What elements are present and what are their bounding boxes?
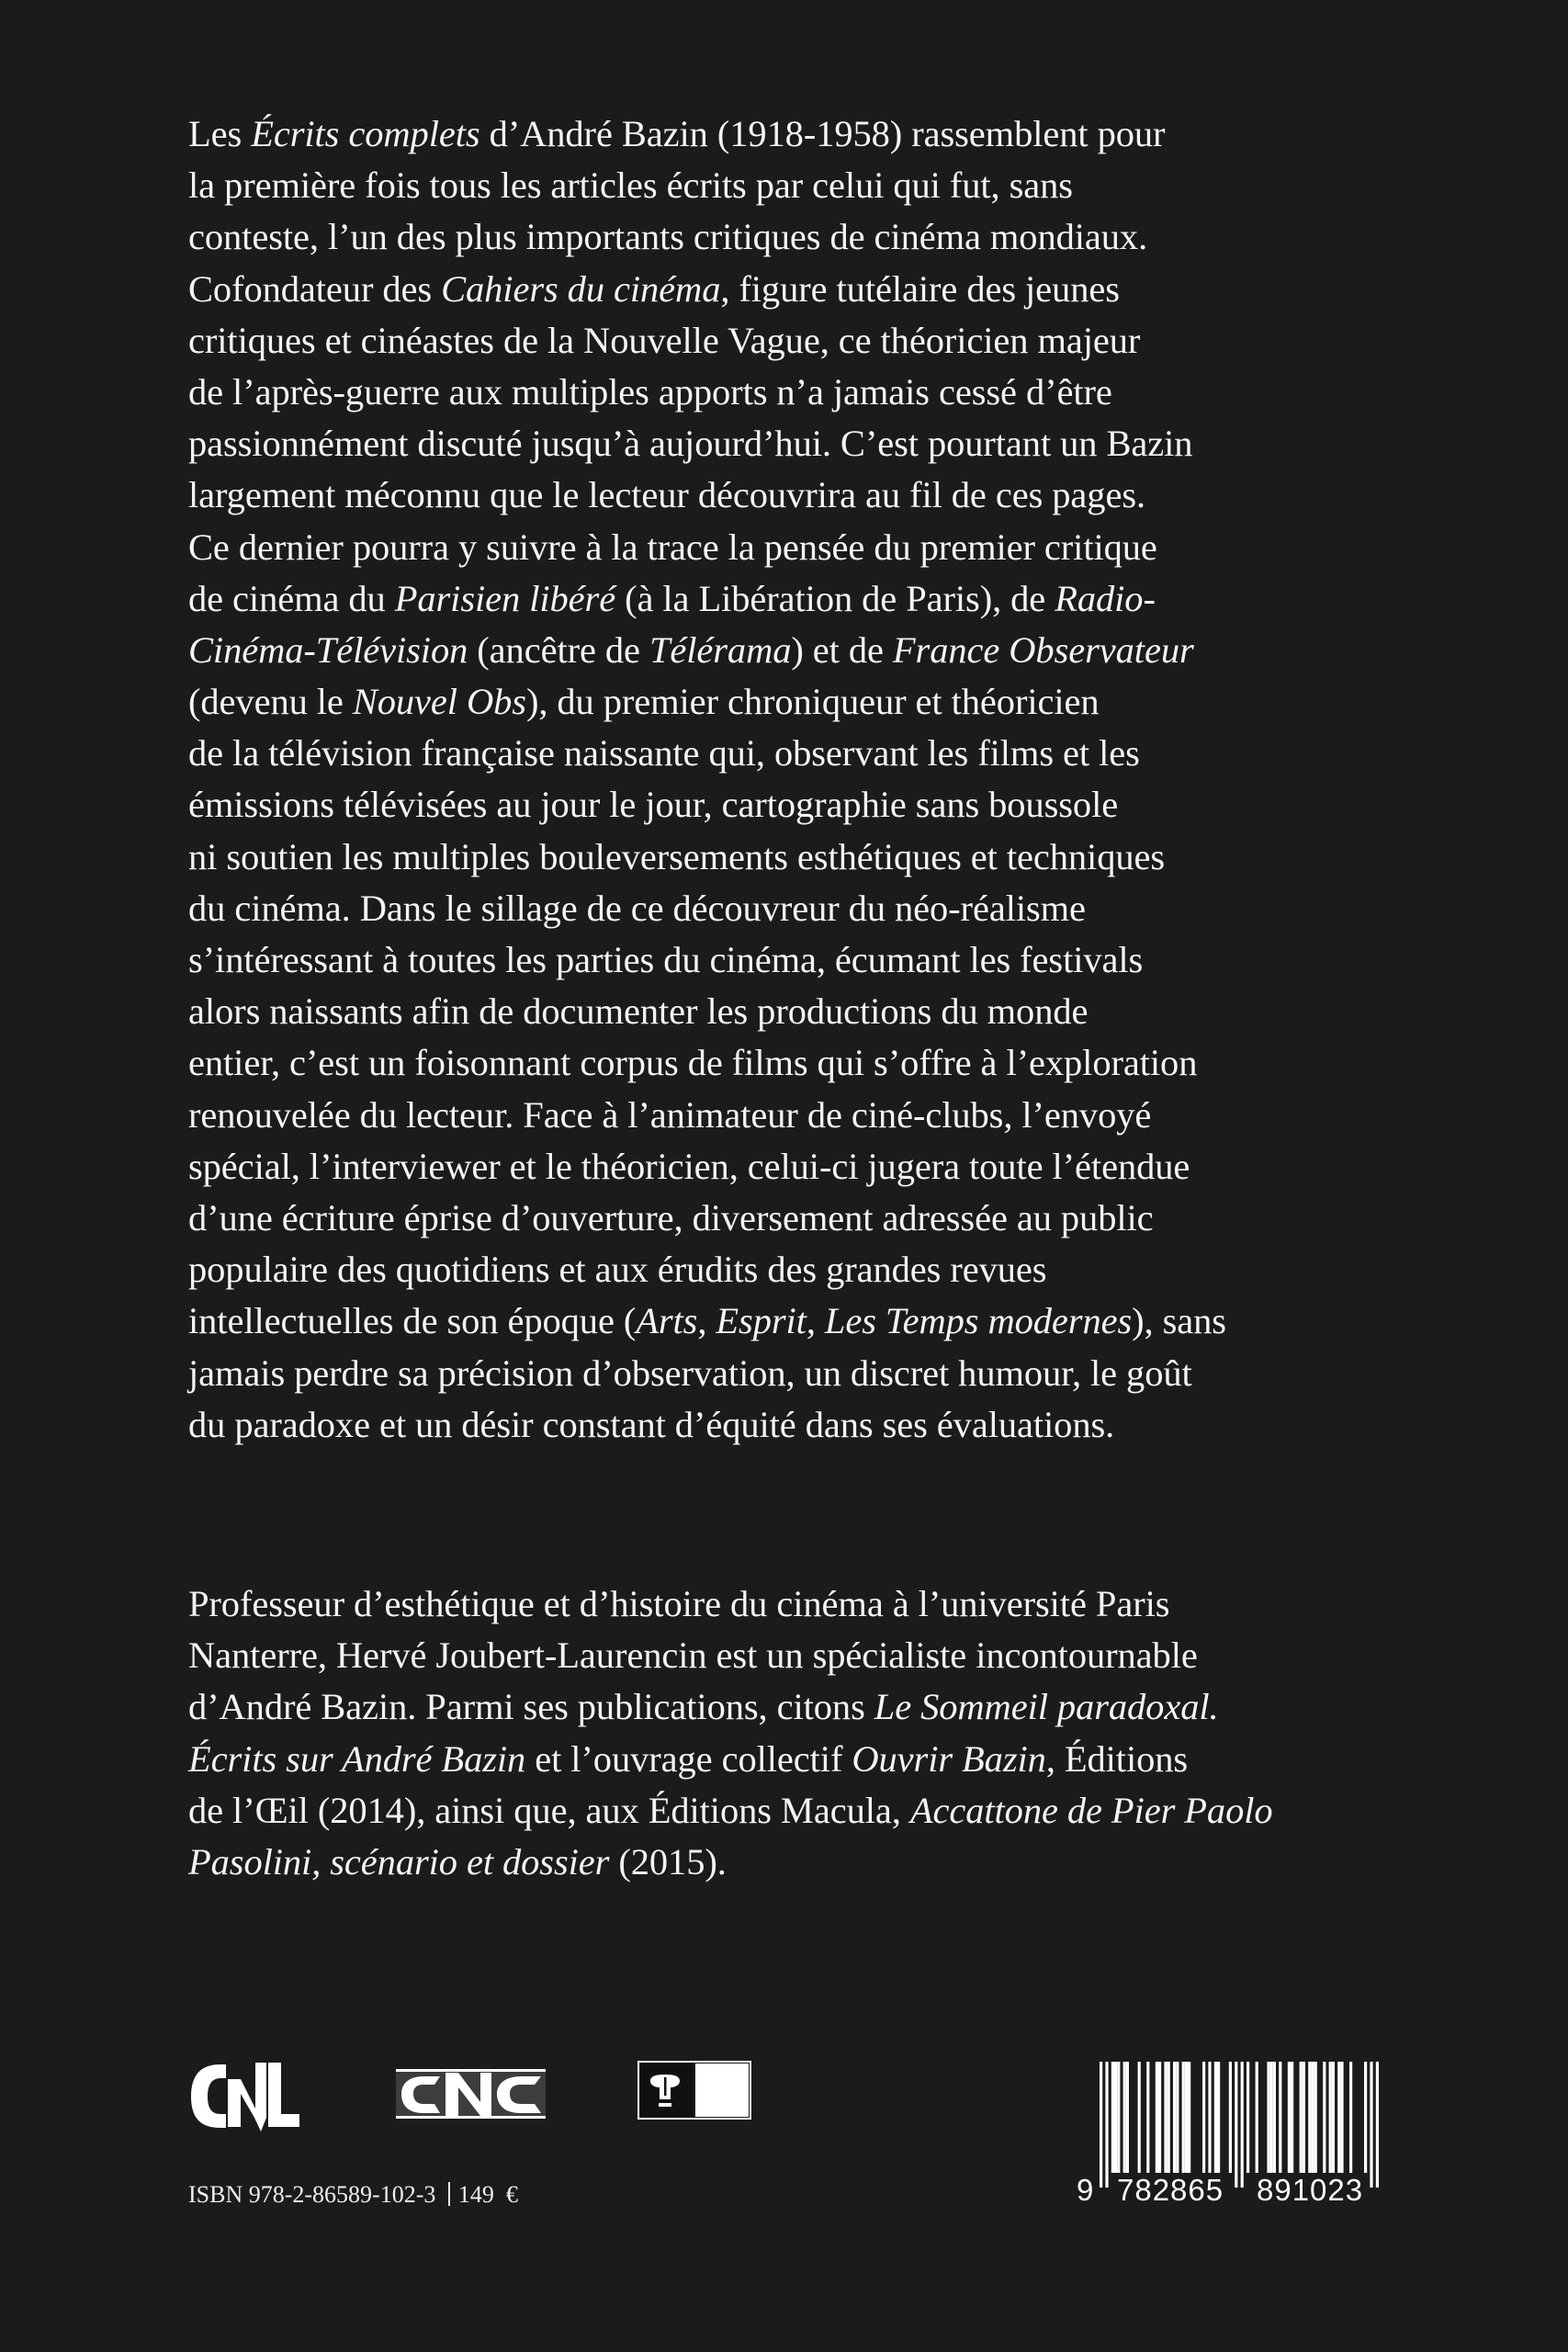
text-segment: ,: [697, 1300, 716, 1342]
text-segment: critiques et cinéastes de la Nouvelle Vague, ce théoricien majeur: [188, 319, 1141, 361]
text-line: [188, 986, 1382, 1037]
text-segment: (ancêtre de: [468, 628, 649, 671]
text-line: [188, 522, 1382, 573]
text-segment: conteste, l’un des plus importants critiques de cinéma mondiaux.: [188, 216, 1148, 258]
text-line: [188, 728, 1382, 779]
text-segment: populaire des quotidiens et aux érudits des grandes revues: [188, 1249, 1047, 1291]
text-segment: ), sans: [1132, 1300, 1226, 1342]
text-line: [188, 676, 1382, 728]
barcode-right-group: 891023: [1257, 2173, 1364, 2207]
text-segment: intellectuelles de son époque (: [188, 1300, 637, 1342]
text-segment: d’André Bazin. Parmi ses publications, citons: [188, 1686, 874, 1728]
text-line: [188, 1295, 1382, 1347]
cnc-logo: [396, 2069, 546, 2120]
italic-title: Le Sommeil paradoxal.: [874, 1686, 1219, 1728]
text-segment: ni soutien les multiples bouleversements esthétiques et techniques: [188, 835, 1166, 877]
separator: [448, 2182, 450, 2206]
text-line: [188, 1630, 1382, 1681]
author-bio-paragraph: [188, 1578, 1382, 1888]
price: 149 €: [457, 2181, 518, 2208]
text-line: [188, 1141, 1382, 1193]
text-line: [188, 1785, 1382, 1837]
text-line: [188, 883, 1382, 934]
text-line: [188, 160, 1382, 211]
text-line: [188, 779, 1382, 831]
italic-title: Accattone de Pier Paolo: [909, 1789, 1273, 1831]
text-segment: renouvelée du lecteur. Face à l’animateur de ciné-clubs, l’envoyé: [188, 1093, 1152, 1136]
isbn-number: ISBN 978-2-86589-102-3: [188, 2181, 436, 2208]
text-segment: alors naissants afin de documenter les productions du monde: [188, 990, 1089, 1033]
publisher-logo: [637, 2061, 751, 2120]
text-segment: d’une écriture éprise d’ouverture, diversement adressée au public: [188, 1196, 1154, 1238]
text-segment: de l’Œil (2014), ainsi que, aux Éditions Macula,: [188, 1789, 910, 1831]
text-line: [188, 1037, 1382, 1089]
text-line: [188, 625, 1382, 676]
text-line: [188, 315, 1382, 367]
text-segment: entier, c’est un foisonnant corpus de films qui s’offre à l’exploration: [188, 1042, 1198, 1084]
isbn-price-line: [188, 2179, 518, 2211]
text-line: [188, 1348, 1382, 1399]
text-line: [188, 573, 1382, 625]
text-segment: s’intéressant à toutes les parties du cinéma, écumant les festivals: [188, 939, 1144, 980]
text-line: [188, 1193, 1382, 1244]
blurb-paragraph: [188, 108, 1382, 1451]
text-segment: Ce dernier pourra y suivre à la trace la pensée du premier critique: [188, 526, 1157, 568]
italic-title: Écrits sur André Bazin: [188, 1737, 526, 1780]
text-segment: largement méconnu que le lecteur découvrira au fil de ces pages.: [188, 474, 1146, 516]
text-line: [188, 1399, 1382, 1451]
barcode-first-digit: 9: [1077, 2173, 1094, 2207]
text-segment: d’André Bazin (1918-1958) rassemblent pour: [479, 113, 1166, 154]
italic-title: Écrits complets: [251, 113, 480, 154]
text-line: [188, 1578, 1382, 1630]
text-segment: Cofondateur des: [188, 267, 442, 310]
text-line: [188, 1681, 1382, 1733]
text-line: [188, 934, 1382, 986]
italic-title: Parisien libéré: [394, 577, 616, 619]
cnl-logo: [187, 2061, 301, 2134]
italic-title: Ouvrir Bazin: [852, 1737, 1046, 1780]
text-line: [188, 367, 1382, 418]
text-line: [188, 469, 1382, 521]
text-segment: spécial, l’interviewer et le théoricien, celui-ci jugera toute l’étendue: [188, 1145, 1190, 1187]
text-segment: Les: [188, 113, 252, 154]
barcode-left-group: 782865: [1117, 2173, 1224, 2207]
italic-title: Nouvel Obs: [352, 681, 526, 723]
italic-title: France Observateur: [892, 628, 1194, 671]
text-line: [188, 264, 1382, 315]
text-line: [188, 1837, 1382, 1888]
text-line: [188, 1090, 1382, 1141]
text-segment: ,: [806, 1300, 825, 1342]
text-segment: de cinéma du: [188, 577, 395, 619]
text-segment: la première fois tous les articles écrits par celui qui fut, sans: [188, 164, 1073, 207]
text-segment: ), du premier chroniqueur et théoricien: [525, 681, 1100, 723]
text-segment: de l’après-guerre aux multiples apports n’a jamais cessé d’être: [188, 370, 1112, 413]
text-segment: du cinéma. Dans le sillage de ce découvreur du néo-réalisme: [188, 887, 1086, 929]
text-line: [188, 1734, 1382, 1785]
italic-title: Pasolini, scénario et dossier: [188, 1840, 610, 1883]
italic-title: Cahiers du cinéma: [441, 267, 721, 310]
text-segment: Nanterre, Hervé Joubert-Laurencin est un spécialiste incontournable: [188, 1634, 1198, 1677]
text-segment: émissions télévisées au jour le jour, cartographie sans boussole: [188, 784, 1119, 826]
text-segment: (à la Libération de Paris), de: [615, 577, 1055, 619]
italic-title: Télérama: [649, 628, 792, 671]
text-line: [188, 418, 1382, 469]
text-segment: ) et de: [791, 628, 893, 671]
italic-title: Cinéma-Télévision: [188, 628, 468, 671]
text-segment: et l’ouvrage collectif: [525, 1737, 852, 1780]
text-segment: , figure tutélaire des jeunes: [720, 267, 1120, 310]
text-segment: (devenu le: [188, 681, 353, 723]
text-line: [188, 211, 1382, 263]
text-segment: jamais perdre sa précision d’observation, un discret humour, le goût: [188, 1351, 1192, 1394]
text-segment: , Éditions: [1045, 1737, 1189, 1780]
italic-title: Radio-: [1055, 577, 1156, 619]
text-segment: de la télévision française naissante qui, observant les films et les: [188, 732, 1140, 775]
text-line: [188, 1244, 1382, 1295]
italic-title: Arts: [636, 1300, 698, 1342]
italic-title: Les Temps modernes: [824, 1300, 1133, 1342]
text-segment: (2015).: [609, 1840, 727, 1883]
text-segment: passionnément discuté jusqu’à aujourd’hui. C’est pourtant un Bazin: [188, 423, 1193, 465]
text-line: [188, 831, 1382, 883]
text-line: [188, 108, 1382, 160]
text-segment: Professeur d’esthétique et d’histoire du cinéma à l’université Paris: [188, 1583, 1170, 1624]
text-segment: du paradoxe et un désir constant d’équité dans ses évaluations.: [188, 1403, 1115, 1445]
italic-title: Esprit: [716, 1300, 807, 1342]
